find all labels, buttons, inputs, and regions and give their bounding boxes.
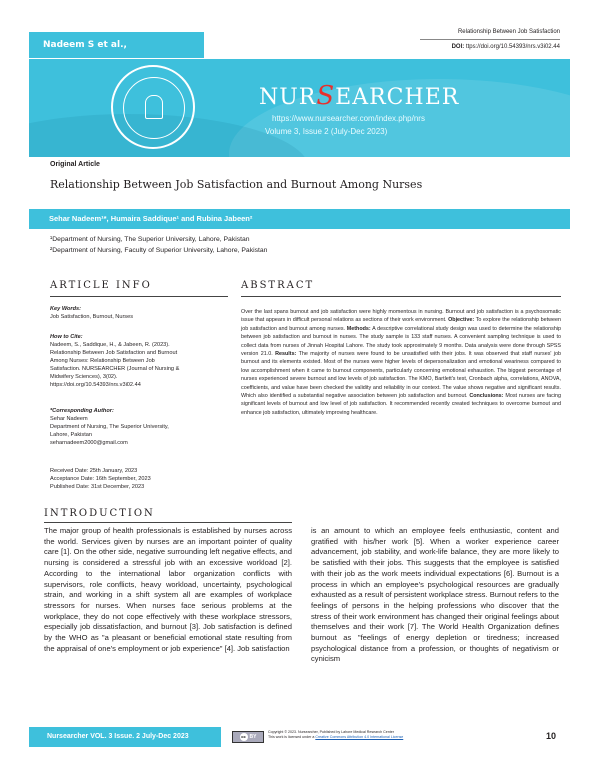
journal-url-link[interactable]: https://www.nursearcher.com/index.php/nrs	[272, 114, 425, 123]
license-prefix: This work is licensed under a	[268, 735, 315, 739]
journal-banner	[29, 59, 570, 157]
header-rule	[420, 39, 560, 40]
doi-line[interactable]	[452, 44, 560, 50]
published-date: Published Date: 31st December, 2023	[50, 484, 145, 490]
affiliation-1: ¹Department of Nursing, The Superior University, Lahore, Pakistan	[50, 236, 250, 243]
running-title: Relationship Between Job Satisfaction	[457, 29, 560, 35]
acceptance-date: Acceptance Date: 16th September, 2023	[50, 476, 151, 482]
authors-bar: Sehar Nadeem¹*, Humaira Saddique¹ and Rubina Jabeen²	[29, 209, 570, 229]
corr-label: *Corresponding Author:	[50, 408, 114, 414]
abstract-intro: Over the last spans burnout and job satisfaction were highly momentous in nursing. Burnout and job satisfaction is a psychosomatic issue that appears in difficult personal relations as sections of their work environment.	[241, 309, 561, 324]
abstract-heading: ABSTRACT	[241, 280, 315, 291]
footer-journal-bar: Nursearcher VOL. 3 Issue. 2 July-Dec 2023	[29, 727, 221, 747]
introduction-column-2: is an amount to which an employee feels enthusiastic, content and gratified with his/her work [5]. When a worker experience career advancement, job stability, and work-life balance, they are more likely to be satisfied with their jobs. This suggests that the employee is satisfied with their job as the work meets individual expectations [6]. Burnout is a process in which an employee's psychological resources are gradually exhausted as a result of persistent workplace stress. Burnout refers to the feelings of persons in the helping professions who discover that the stress of their work environment has changed their original feelings about themselves and their work [7]. The World Health Organization defines burnout as "feelings of energy depletion or tiredness; increased psychological distance from a profession, or thoughts of negativism or cynicism	[311, 526, 559, 664]
abstract-body	[241, 308, 561, 417]
citation-line: Nadeem, S., Saddique, H., & Jabeen, R. (2023).	[50, 342, 170, 348]
affiliation-2: ²Department of Nursing, Faculty of Superior University, Lahore, Pakistan	[50, 247, 268, 254]
keywords-label: Key Words:	[50, 306, 81, 312]
abstract-rule	[241, 296, 561, 297]
citation-line: Relationship Between Job Satisfaction and Burnout	[50, 350, 178, 356]
results-label: Results:	[275, 351, 297, 358]
article-info-rule	[50, 296, 228, 297]
citation-block	[50, 333, 228, 389]
cc-by-label: BY	[249, 734, 257, 740]
article-type: Original Article	[50, 161, 100, 168]
corr-city: Lahore, Pakistan	[50, 432, 92, 438]
introduction-rule	[44, 522, 292, 523]
results-text: The majority of nurses were found to be unsatisfied with their jobs. It was observed that staff nurses' job burnout and its elements existed. Most of the nurses were higher levels of depersonalization and emotional weariness compared to low accomplishment when it came to burnout components, particularly concerning emotional exhaustion. The biggest percentage of nurses experienced severe burnout and low levels of job satisfaction. The KMO, Bartlett's test, Cronbach alpha, correlations, ANOVA, coefficients, and value have been checked the validity and reliability in our context. The value shows negative and significant results. Which also identified a substantial negative association between job satisfaction and burnout.	[241, 351, 561, 400]
license-link[interactable]: Creative Commons Attribution 4.0 International License	[315, 735, 404, 739]
page-number: 10	[545, 731, 556, 741]
keywords-value: Job Satisfaction, Burnout, Nurses	[50, 314, 134, 320]
logo-part-3: EARCHER	[335, 85, 460, 110]
introduction-heading: INTRODUCTION	[44, 508, 155, 519]
footer-copyright	[268, 730, 498, 740]
journal-logo	[259, 81, 459, 111]
dates-block	[50, 467, 228, 491]
doi-value[interactable]: ttps://doi.org/10.54393/nrs.v3i02.44	[465, 44, 560, 50]
received-date: Received Date: 25th January, 2023	[50, 468, 138, 474]
conclusions-label: Conclusions:	[469, 393, 504, 400]
citation-line: Among Nurses: Relationship Between Job	[50, 358, 155, 364]
corresponding-block	[50, 407, 228, 447]
objective-label: Objective:	[448, 317, 475, 324]
article-title: Relationship Between Job Satisfaction and Burnout Among Nurses	[50, 178, 423, 191]
citation-doi-link[interactable]: https://doi.org/10.54393/nrs.v3i02.44	[50, 382, 141, 388]
volume-issue: Volume 3, Issue 2 (July-Dec 2023)	[265, 127, 388, 136]
logo-part-2: S	[316, 81, 336, 111]
introduction-column-1: The major group of health professionals is established by nurses across the world. Services given by nurses are an important pointer of quality care [1]. On the other side, negative surrounding left negative effects, and nursing is considered a stressful job with an excessive workload [2]. According to the international labor organization conflicts with supervisors, role conflicts, heavy workload, uncertainty, psychological strain, and working in a shift system all are examples of workplace stressors for nurses. When nurses face serious problems at the workplace, they do not cope effectively with these workplace stressors, especially job dissatisfaction, and burnout [3]. Job satisfaction is defined by the WHO as "a pleasant or beneficial emotional state resulting from the appraisal of one's employment or job experience" [4]. Job satisfaction	[44, 526, 292, 653]
citation-line: Midwifery Sciences), 3(02).	[50, 374, 118, 380]
license-line	[268, 735, 498, 740]
journal-seal-icon	[111, 65, 195, 149]
methods-text: A descriptive correlational study design was used to determine the relationship between job satisfaction and burnout in nurses. The study sample is 133 staff nurses. A convenient sampling technique is used to collect data from nurses of Jinnah Hospital Lahore. The study took approximately 9 months. Data analysis were done through SPSS version 21.0.	[241, 325, 562, 358]
conclusions-text: Most nurses are facing significant levels of burnout and low level of job satisfaction. It recommended recently created techniques to overcome burnout and enhance job satisfaction, ultimately improving healthcare.	[241, 393, 562, 416]
citation-line: Satisfaction. NURSEARCHER (Journal of Nursing &	[50, 366, 180, 372]
cc-license-badge[interactable]	[232, 731, 264, 743]
article-info-heading: ARTICLE INFO	[50, 280, 152, 291]
corr-name: Sehar Nadeem	[50, 416, 88, 422]
cc-icon: cc	[241, 734, 246, 739]
objective-text: To explore the relationship between job satisfaction and burnout among nurses.	[241, 317, 561, 332]
methods-label: Methods:	[346, 325, 371, 332]
logo-part-1: NUR	[259, 85, 317, 110]
copyright-line: Copyright © 2023. Nursearcher, Published by Lahore Medical Research Center	[268, 730, 394, 734]
corr-dept: Department of Nursing, The Superior University,	[50, 424, 169, 430]
doi-label: DOI:	[451, 44, 465, 50]
keywords-block	[50, 305, 228, 321]
cite-label: How to Cite:	[50, 334, 83, 340]
author-tab: Nadeem S et al.,	[29, 32, 204, 58]
corr-email-link[interactable]: seharnadeem2000@gmail.com	[50, 440, 128, 446]
